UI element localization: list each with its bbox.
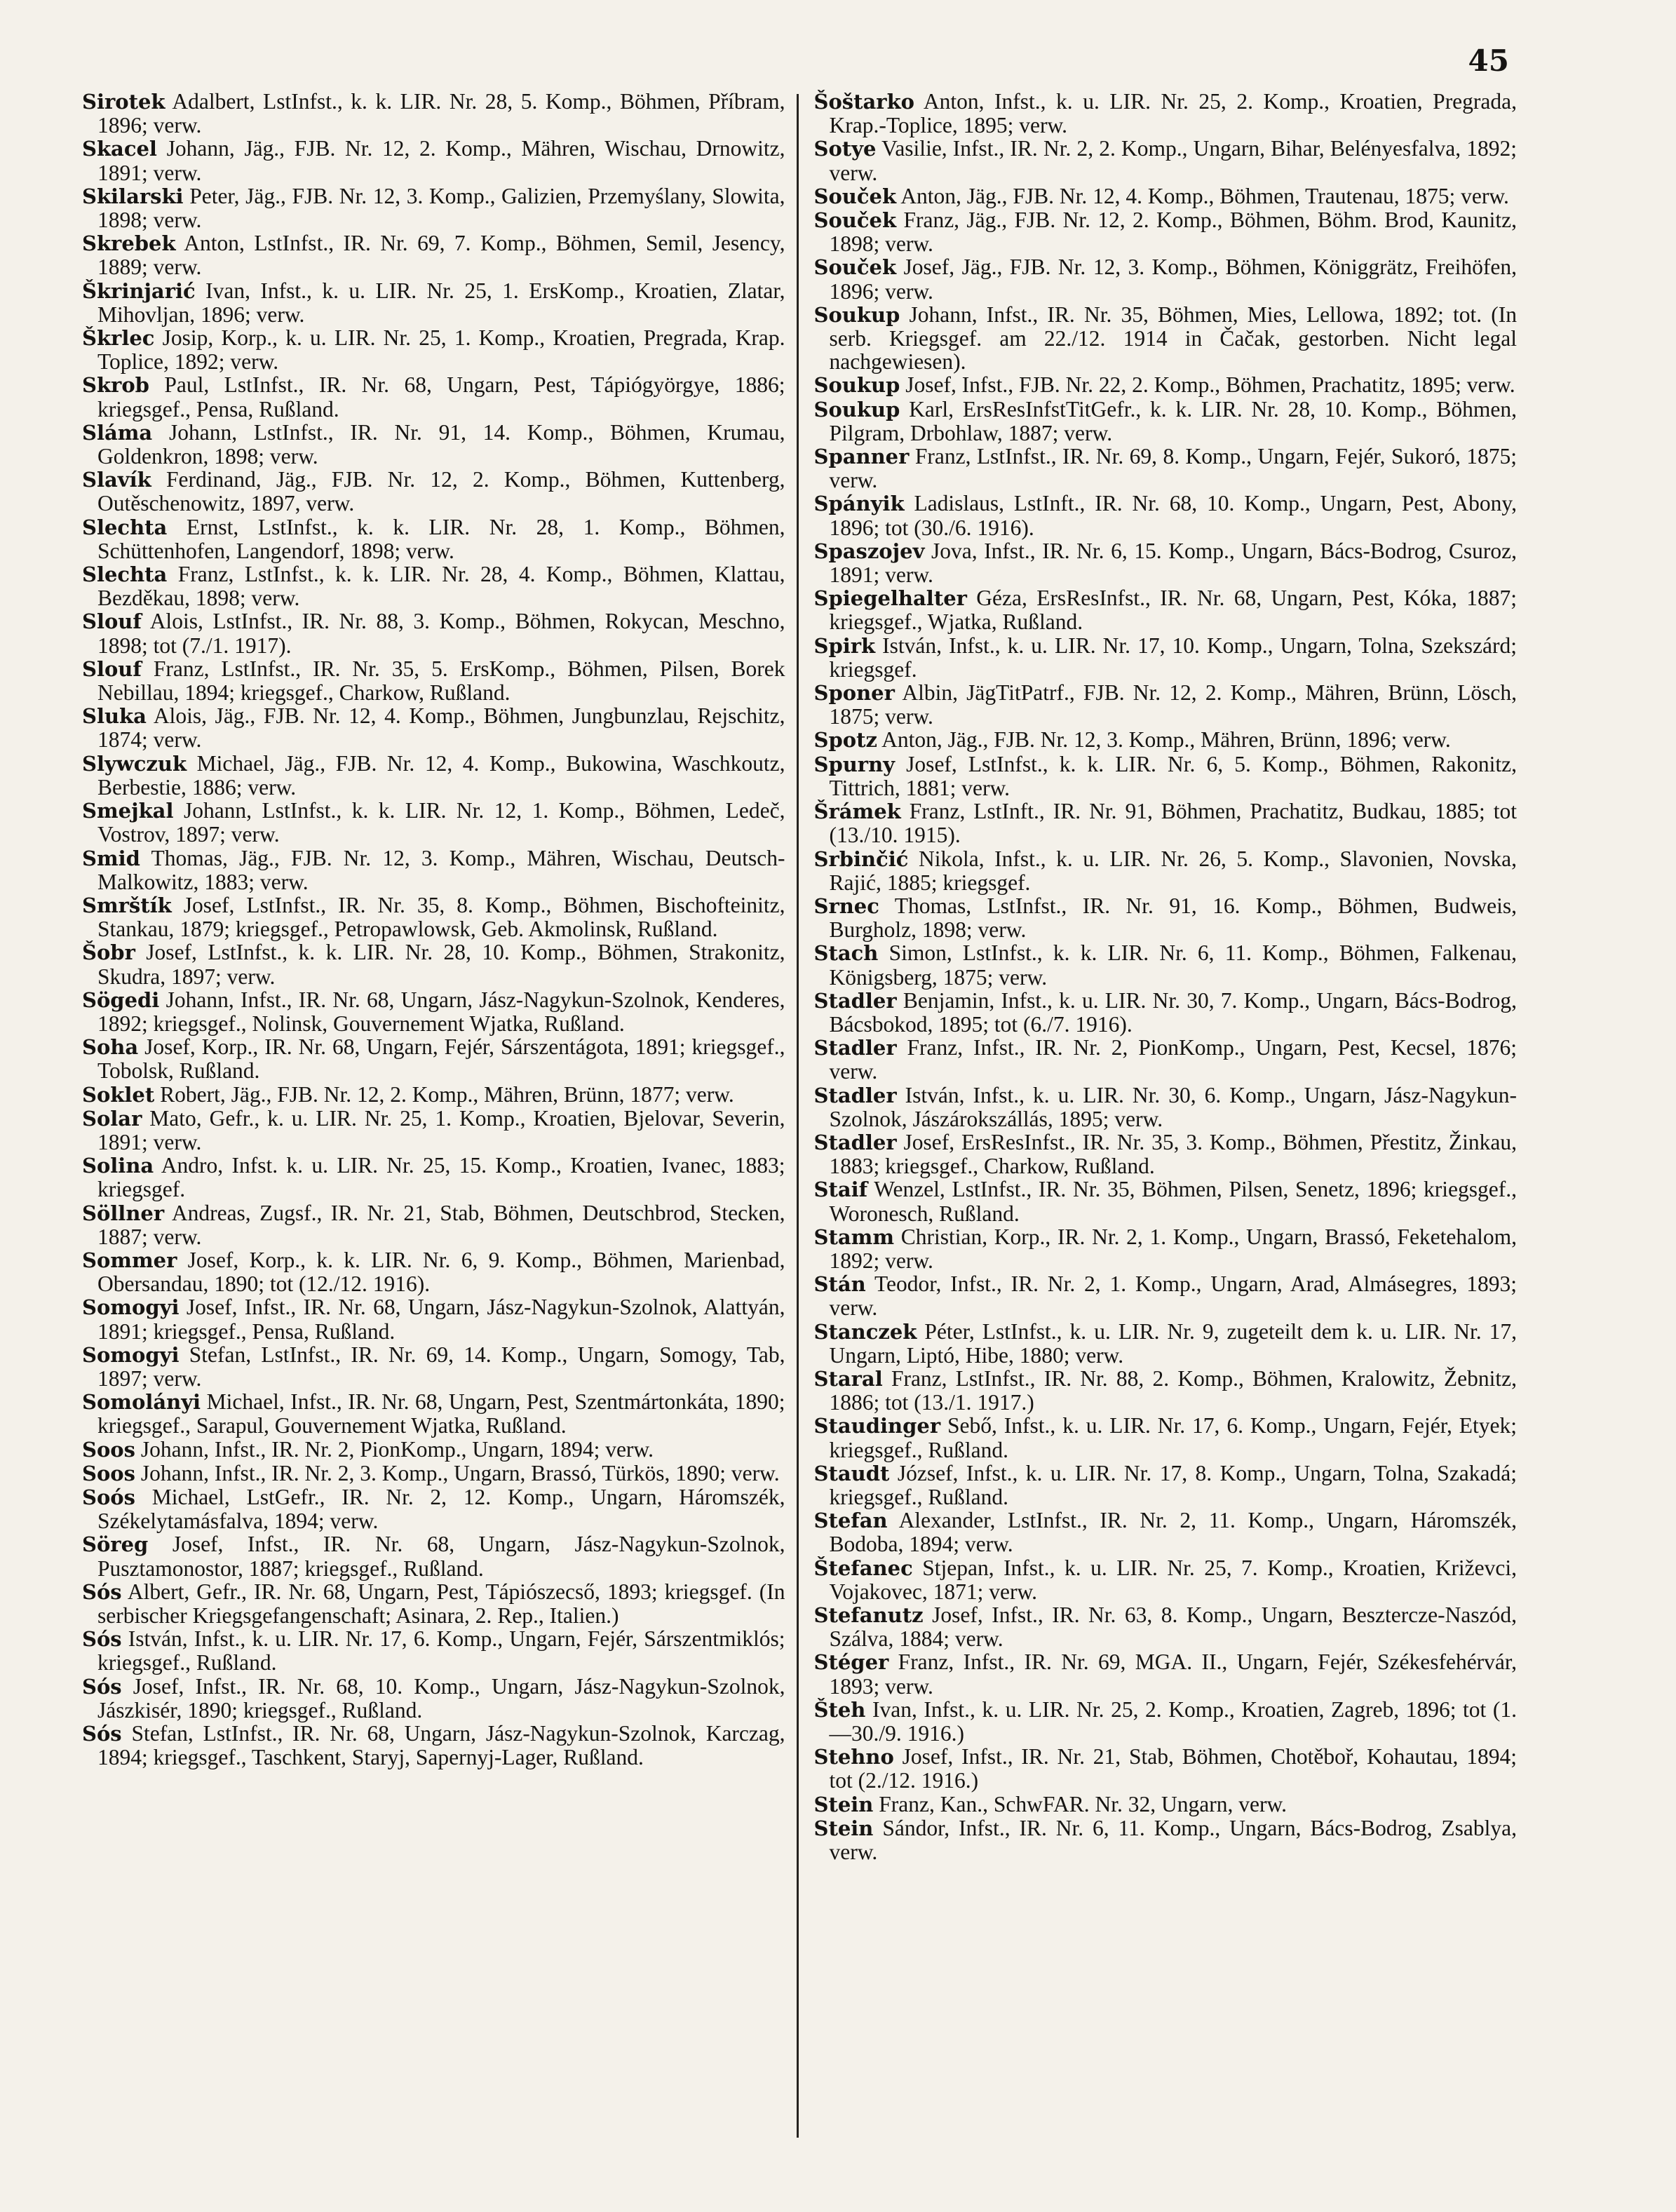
entry-surname: Söllner xyxy=(82,1201,165,1225)
entry-columns xyxy=(82,90,1517,2166)
entry-details: Ladislaus, LstInft., IR. Nr. 68, 10. Komp., Ungarn, Pest, Abony, 1896; tot (30./6. 1916). xyxy=(829,491,1517,540)
list-item xyxy=(814,539,1518,586)
entry-details: Stefan, LstInfst., IR. Nr. 68, Ungarn, Jász-Nagykun-Szolnok, Karczag, 1894; kriegsgef., Taschkent, Staryj, Sapernyj-Lager, Rußland. xyxy=(97,1721,785,1770)
entry-details: Josef, Infst., IR. Nr. 63, 8. Komp., Ungarn, Beszterczе-Naszód, Szálva, 1884; verw. xyxy=(829,1603,1517,1652)
entry-details: Johann, Infst., IR. Nr. 2, PionKomp., Ungarn, 1894; verw. xyxy=(140,1436,654,1462)
entry-surname: Škrinjarić xyxy=(82,278,196,303)
list-item xyxy=(814,1084,1518,1131)
entry-surname: Sós xyxy=(82,1579,122,1604)
entry-details: Robert, Jäg., FJB. Nr. 12, 2. Komp., Mähren, Brünn, 1877; verw. xyxy=(160,1081,734,1107)
entry-details: Josef, LstInfst., k. k. LIR. Nr. 28, 10. Komp., Böhmen, Strakonitz, Skudra, 1897; verw. xyxy=(97,940,785,989)
list-item xyxy=(82,1107,785,1154)
entry-surname: Somogyi xyxy=(82,1295,180,1320)
entry-surname: Slechta xyxy=(82,515,168,539)
entry-details: Anton, Infst., k. u. LIR. Nr. 25, 2. Komp., Kroatien, Pregrada, Krap.-Toplice, 1895; verw. xyxy=(829,90,1517,138)
entry-details: Simon, LstInfst., k. k. LIR. Nr. 6, 11. Komp., Böhmen, Falkenau, Königsberg, 1875; verw. xyxy=(829,940,1517,990)
entry-surname: Sluka xyxy=(82,704,147,729)
entry-details: Sándor, Infst., IR. Nr. 6, 11. Komp., Ungarn, Bács-Bodrog, Zsablya, verw. xyxy=(829,1815,1517,1865)
list-item xyxy=(814,255,1518,302)
list-item xyxy=(814,894,1518,941)
list-item xyxy=(814,1036,1518,1083)
entry-details: Alois, Jäg., FJB. Nr. 12, 4. Komp., Böhmen, Jungbunzlau, Rejschitz, 1874; verw. xyxy=(97,703,785,753)
entry-surname: Stadler xyxy=(813,1130,897,1154)
list-item xyxy=(814,1131,1518,1178)
entry-details: Christian, Korp., IR. Nr. 2, 1. Komp., Ungarn, Brassó, Feketehalom, 1892; verw. xyxy=(829,1224,1517,1273)
entry-details: Franz, Jäg., FJB. Nr. 12, 2. Komp., Böhmen, Böhm. Brod, Kaunitz, 1898; verw. xyxy=(829,208,1517,257)
entry-details: Anton, Jäg., FJB. Nr. 12, 3. Komp., Mähren, Brünn, 1896; verw. xyxy=(881,727,1451,753)
entry-surname: Spurny xyxy=(813,752,896,776)
list-item xyxy=(814,941,1518,988)
list-item xyxy=(82,752,785,799)
list-item xyxy=(82,940,785,987)
entry-surname: Šrámek xyxy=(813,800,901,824)
list-item xyxy=(814,634,1518,681)
list-item xyxy=(814,398,1518,445)
entry-surname: Söreg xyxy=(82,1532,149,1557)
entry-surname: Stein xyxy=(813,1792,874,1816)
entry-details: Mato, Gefr., k. u. LIR. Nr. 25, 1. Komp., Kroatien, Bjelovar, Severin, 1891; verw. xyxy=(97,1105,785,1154)
list-item xyxy=(814,847,1518,894)
entry-surname: Slouf xyxy=(82,609,142,634)
list-item xyxy=(82,1083,785,1107)
entry-details: Josef, ErsResInfst., IR. Nr. 35, 3. Komp., Böhmen, Přestitz, Žinkau, 1883; kriegsgef., Charkow, Rußland. xyxy=(829,1129,1517,1179)
entry-surname: Stéger xyxy=(813,1650,889,1675)
entry-details: Josef, LstInfst., k. k. LIR. Nr. 6, 5. Komp., Böhmen, Rakonitz, Tittrich, 1881; verw. xyxy=(829,751,1517,800)
entry-details: Benjamin, Infst., k. u. LIR. Nr. 30, 7. Komp., Ungarn, Bács-Bodrog, Bácsbokod, 1895; tot (6./7. 1916). xyxy=(829,987,1517,1037)
entry-details: Sebő, Infst., k. u. LIR. Nr. 17, 6. Komp., Ungarn, Fejér, Etyek; kriegsgef., Rußland. xyxy=(829,1413,1517,1462)
entry-surname: Skilarski xyxy=(82,184,184,208)
page-number: 45 xyxy=(1468,43,1509,78)
entry-surname: Sós xyxy=(82,1627,122,1652)
entry-details: István, Infst., k. u. LIR. Nr. 30, 6. Komp., Ungarn, Jász-Nagykun-Szolnok, Jászárokszállás, 1895; verw. xyxy=(829,1082,1517,1131)
list-item xyxy=(82,1485,785,1532)
list-item xyxy=(814,1178,1518,1225)
entry-details: Ernst, LstInfst., k. k. LIR. Nr. 28, 1. Komp., Böhmen, Schüttenhofen, Langendorf, 1898; verw. xyxy=(97,514,785,563)
entry-details: Péter, LstInfst., k. u. LIR. Nr. 9, zugeteilt dem k. u. LIR. Nr. 17, Ungarn, Liptó, Hibe, 1880; verw. xyxy=(829,1319,1517,1368)
entry-details: István, Infst., k. u. LIR. Nr. 17, 6. Komp., Ungarn, Fejér, Sárszentmiklós; kriegsgef., Rußland. xyxy=(97,1626,785,1675)
entry-details: Josef, Korp., IR. Nr. 68, Ungarn, Fejér, Sárszentágota, 1891; kriegsgef., Tobolsk, Rußland. xyxy=(97,1034,785,1084)
entry-details: Josip, Korp., k. u. LIR. Nr. 25, 1. Komp., Kroatien, Pregrada, Krap. Toplice, 1892; verw. xyxy=(97,325,785,375)
entry-surname: Souček xyxy=(813,184,897,208)
entry-details: Teodor, Infst., IR. Nr. 2, 1. Komp., Ungarn, Arad, Almásegres, 1893; verw. xyxy=(829,1272,1517,1321)
list-item xyxy=(814,753,1518,800)
list-item xyxy=(82,1580,785,1627)
entry-details: Josef, Infst., IR. Nr. 21, Stab, Böhmen, Chotěboř, Kohautau, 1894; tot (2./12. 1916.) xyxy=(829,1744,1517,1793)
list-item xyxy=(82,231,785,278)
entry-surname: Sotye xyxy=(813,137,877,161)
entry-details: Franz, LstInft., IR. Nr. 91, Böhmen, Prachatitz, Budkau, 1885; tot (13./10. 1915). xyxy=(829,799,1517,848)
entry-surname: Solar xyxy=(82,1106,142,1131)
entry-surname: Stach xyxy=(813,941,879,966)
entry-surname: Škrlec xyxy=(82,326,155,351)
entry-details: Johann, Jäg., FJB. Nr. 12, 2. Komp., Mähren, Wischau, Drnowitz, 1891; verw. xyxy=(97,136,785,185)
entry-details: Karl, ErsResInfstTitGefr., k. k. LIR. Nr. 28, 10. Komp., Böhmen, Pilgram, Drbohlaw, 1887; verw. xyxy=(829,396,1517,445)
entry-details: Josef, Infst., IR. Nr. 68, 10. Komp., Ungarn, Jász-Nagykun-Szolnok, Jászkisér, 1890; kriegsgef., Rußland. xyxy=(97,1673,785,1722)
entry-details: Johann, Infst., IR. Nr. 2, 3. Komp., Ungarn, Brassó, Türkös, 1890; verw. xyxy=(140,1460,780,1485)
entry-details: Ferdinand, Jäg., FJB. Nr. 12, 2. Komp., Böhmen, Kuttenberg, Outěschenowitz, 1897, verw. xyxy=(97,467,785,516)
entry-surname: Slywczuk xyxy=(82,751,187,776)
list-item xyxy=(814,1650,1518,1697)
list-item xyxy=(814,1745,1518,1792)
entry-details: Franz, Kan., SchwFAR. Nr. 32, Ungarn, verw. xyxy=(879,1791,1288,1816)
entry-details: Jova, Infst., IR. Nr. 6, 15. Komp., Ungarn, Bács-Bodrog, Csuroz, 1891; verw. xyxy=(829,538,1517,588)
list-item xyxy=(82,1248,785,1295)
list-item xyxy=(814,445,1518,492)
entry-surname: Soukup xyxy=(813,302,900,327)
entry-surname: Somolányi xyxy=(82,1390,201,1415)
entry-details: Géza, ErsResInfst., IR. Nr. 68, Ungarn, Pest, Kóka, 1887; kriegsgef., Wjatka, Rußland. xyxy=(829,586,1517,635)
entry-surname: Sommer xyxy=(82,1248,177,1272)
list-item xyxy=(814,208,1518,255)
entry-surname: Stein xyxy=(813,1816,874,1840)
list-item xyxy=(82,1154,785,1201)
entry-details: Andreas, Zugsf., IR. Nr. 21, Stab, Böhmen, Deutschbrod, Stecken, 1887; verw. xyxy=(97,1200,785,1249)
entry-details: Josef, LstInfst., IR. Nr. 35, 8. Komp., Böhmen, Bischofteinitz, Stankau, 1879; kriegsgef., Petropawlowsk, Geb. Akmolinsk, Rußland. xyxy=(97,892,785,942)
entry-surname: Slouf xyxy=(82,656,142,681)
entry-surname: Soós xyxy=(82,1485,135,1509)
list-item xyxy=(82,1722,785,1769)
entry-details: Thomas, Jäg., FJB. Nr. 12, 3. Komp., Mähren, Wischau, Deutsch-Malkowitz, 1883; verw. xyxy=(97,845,785,894)
entry-surname: Slavík xyxy=(82,468,151,492)
entry-surname: Smid xyxy=(82,846,140,870)
entry-surname: Solina xyxy=(82,1154,154,1178)
entry-surname: Spányik xyxy=(813,492,905,516)
entry-surname: Spiegelhalter xyxy=(813,586,967,611)
entry-surname: Staif xyxy=(813,1178,868,1202)
entry-surname: Spotz xyxy=(813,728,877,753)
list-item xyxy=(82,421,785,468)
entry-surname: Srnec xyxy=(813,893,879,918)
list-item xyxy=(814,1603,1518,1650)
list-item xyxy=(82,1035,785,1082)
entry-details: Andro, Infst. k. u. LIR. Nr. 25, 15. Komp., Kroatien, Ivanec, 1883; kriegsgef. xyxy=(97,1153,785,1202)
entry-surname: Stefan xyxy=(813,1509,888,1533)
entry-surname: Soos xyxy=(82,1437,135,1462)
right-column xyxy=(799,90,1518,2166)
list-item xyxy=(82,657,785,704)
entry-surname: Stamm xyxy=(813,1225,894,1249)
entry-surname: Stehno xyxy=(813,1745,894,1769)
entry-surname: Stadler xyxy=(813,1083,897,1107)
list-item xyxy=(82,515,785,562)
entry-surname: Spanner xyxy=(813,445,910,469)
entry-surname: Štefanec xyxy=(813,1556,913,1580)
entry-surname: Skrebek xyxy=(82,231,176,256)
list-item xyxy=(814,800,1518,847)
list-item xyxy=(82,988,785,1035)
list-item xyxy=(82,1201,785,1248)
list-item xyxy=(814,681,1518,728)
entry-surname: Skacel xyxy=(82,137,157,161)
entry-details: Josef, Infst., IR. Nr. 68, Ungarn, Jász-Nagykun-Szolnok, Pusztamonostor, 1887; kriegsgef., Rußland. xyxy=(97,1532,785,1581)
entry-details: Josef, Infst., FJB. Nr. 22, 2. Komp., Böhmen, Prachatitz, 1895; verw. xyxy=(905,372,1515,398)
list-item xyxy=(814,1793,1518,1816)
list-item xyxy=(814,1816,1518,1863)
list-item xyxy=(82,184,785,231)
list-item xyxy=(82,1295,785,1342)
entry-details: Adalbert, LstInfst., k. k. LIR. Nr. 28, 5. Komp., Böhmen, Příbram, 1896; verw. xyxy=(97,90,785,138)
entry-surname: Smejkal xyxy=(82,799,174,823)
left-column xyxy=(82,90,797,2166)
list-item xyxy=(814,728,1518,752)
entry-details: Nikola, Infst., k. u. LIR. Nr. 26, 5. Komp., Slavonien, Novska, Rajić, 1885; kriegsgef. xyxy=(829,846,1517,895)
entry-details: Josef, Korp., k. k. LIR. Nr. 6, 9. Komp., Böhmen, Marienbad, Obersandau, 1890; tot (12./12. 1916). xyxy=(97,1247,785,1297)
list-item xyxy=(814,492,1518,539)
entry-details: Franz, LstInfst., IR. Nr. 35, 5. ErsKomp., Böhmen, Pilsen, Borek Nebillau, 1894; kriegsgef., Charkow, Rußland. xyxy=(97,656,785,706)
entry-surname: Staudt xyxy=(813,1461,890,1485)
entry-surname: Soukup xyxy=(813,373,900,398)
list-item xyxy=(814,1367,1518,1414)
list-item xyxy=(82,137,785,184)
list-item xyxy=(814,303,1518,374)
entry-details: Vasilie, Infst., IR. Nr. 2, 2. Komp., Ungarn, Bihar, Belényesfalva, 1892; verw. xyxy=(829,136,1517,185)
entry-surname: Sláma xyxy=(82,420,153,445)
list-item xyxy=(82,373,785,420)
list-item xyxy=(814,1272,1518,1319)
list-item xyxy=(82,1627,785,1674)
list-item xyxy=(82,1438,785,1462)
entry-details: Ivan, Infst., k. u. LIR. Nr. 25, 2. Komp., Kroatien, Zagreb, 1896; tot (1.—30./9. 1916.) xyxy=(829,1697,1517,1746)
list-item xyxy=(82,1675,785,1722)
entry-surname: Staudinger xyxy=(813,1414,941,1438)
entry-surname: Stadler xyxy=(813,988,897,1013)
entry-surname: Stadler xyxy=(813,1036,897,1060)
list-item xyxy=(82,893,785,940)
entry-surname: Sponer xyxy=(813,681,895,706)
entry-details: Michael, LstGefr., IR. Nr. 2, 12. Komp., Ungarn, Háromszék, Székelytamásfalva, 1894; verw. xyxy=(97,1484,785,1534)
list-item xyxy=(814,1509,1518,1556)
entry-surname: Šobr xyxy=(82,940,135,965)
list-item xyxy=(82,1390,785,1437)
entry-details: Anton, Jäg., FJB. Nr. 12, 4. Komp., Böhmen, Trautenau, 1875; verw. xyxy=(900,183,1509,208)
entry-surname: Sós xyxy=(82,1722,122,1746)
entry-surname: Sós xyxy=(82,1674,122,1699)
list-item xyxy=(82,90,785,137)
entry-surname: Spaszojev xyxy=(813,539,925,563)
list-item xyxy=(82,468,785,515)
entry-surname: Spirk xyxy=(813,633,876,658)
entry-details: Johann, Infst., IR. Nr. 68, Ungarn, Jász-Nagykun-Szolnok, Kenderes, 1892; kriegsgef., Nolinsk, Gouvernement Wjatka, Rußland. xyxy=(97,987,785,1036)
entry-details: Alexander, LstInfst., IR. Nr. 2, 11. Komp., Ungarn, Háromszék, Bodoba, 1894; verw. xyxy=(829,1508,1517,1557)
entry-details: Michael, Jäg., FJB. Nr. 12, 4. Komp., Bukowina, Waschkoutz, Berbestie, 1886; verw. xyxy=(97,750,785,800)
entry-surname: Smrštík xyxy=(82,893,172,917)
entry-details: József, Infst., k. u. LIR. Nr. 17, 8. Komp., Ungarn, Tolna, Szakadá; kriegsgef., Rußland. xyxy=(829,1460,1517,1509)
entry-surname: Souček xyxy=(813,208,897,233)
list-item xyxy=(82,704,785,751)
entry-surname: Sirotek xyxy=(82,90,165,114)
entry-surname: Stán xyxy=(813,1272,866,1297)
list-item xyxy=(814,1462,1518,1509)
entry-surname: Staral xyxy=(813,1366,883,1391)
list-item xyxy=(814,1556,1518,1603)
entry-surname: Šteh xyxy=(813,1697,866,1722)
entry-details: Franz, LstInfst., k. k. LIR. Nr. 28, 4. Komp., Böhmen, Klattau, Bezděkau, 1898; verw. xyxy=(97,562,785,611)
list-item xyxy=(82,279,785,326)
list-item xyxy=(814,586,1518,633)
entry-details: Paul, LstInfst., IR. Nr. 68, Ungarn, Pest, Tápiógyörgye, 1886; kriegsgef., Pensa, Rußland. xyxy=(97,372,785,422)
list-item xyxy=(814,1698,1518,1745)
entry-details: Wenzel, LstInfst., IR. Nr. 35, Böhmen, Pilsen, Senetz, 1896; kriegsgef., Woronesch, Rußland. xyxy=(829,1177,1517,1226)
list-item xyxy=(814,184,1518,208)
list-item xyxy=(82,847,785,893)
entry-details: Ivan, Infst., k. u. LIR. Nr. 25, 1. ErsKomp., Kroatien, Zlatar, Mihovljan, 1896; verw. xyxy=(97,278,785,327)
list-item xyxy=(82,562,785,609)
entry-details: Franz, LstInfst., IR. Nr. 88, 2. Komp., Böhmen, Kralowitz, Žebnitz, 1886; tot (13./1. 1917.) xyxy=(829,1365,1517,1415)
entry-surname: Stanczek xyxy=(813,1319,917,1344)
list-item xyxy=(814,1225,1518,1272)
entry-surname: Soklet xyxy=(82,1082,155,1107)
entry-details: Michael, Infst., IR. Nr. 68, Ungarn, Pest, Szentmártonkáta, 1890; kriegsgef., Sarapul, Gouvernement Wjatka, Rußland. xyxy=(97,1389,785,1438)
list-item xyxy=(814,1320,1518,1367)
entry-surname: Skrob xyxy=(82,373,149,398)
entry-details: Franz, LstInfst., IR. Nr. 69, 8. Komp., Ungarn, Fejér, Sukoró, 1875; verw. xyxy=(829,444,1517,493)
entry-details: Stjepan, Infst., k. u. LIR. Nr. 25, 7. Komp., Kroatien, Križevci, Vojakovec, 1871; verw. xyxy=(829,1555,1517,1604)
entry-surname: Soha xyxy=(82,1035,139,1060)
entry-details: Josef, Jäg., FJB. Nr. 12, 3. Komp., Böhmen, Königgrätz, Freihöfen, 1896; verw. xyxy=(829,255,1517,304)
entry-surname: Somogyi xyxy=(82,1342,180,1367)
entry-details: Josef, Infst., IR. Nr. 68, Ungarn, Jász-Nagykun-Szolnok, Alattyán, 1891; kriegsgef., Pensa, Rußland. xyxy=(97,1295,785,1344)
list-item xyxy=(82,1462,785,1485)
entry-surname: Stefanutz xyxy=(813,1603,924,1627)
entry-details: Johann, LstInfst., k. k. LIR. Nr. 12, 1. Komp., Böhmen, Ledeč, Vostrov, 1897; verw. xyxy=(97,798,785,847)
entry-surname: Souček xyxy=(813,255,897,280)
list-item xyxy=(814,90,1518,137)
list-item xyxy=(82,1343,785,1390)
entry-details: Albert, Gefr., IR. Nr. 68, Ungarn, Pest, Tápiószecső, 1893; kriegsgef. (In serbischer Kriegsgefangenschaft; Asinara, 2. Rep., Italien.) xyxy=(97,1579,785,1628)
entry-surname: Soos xyxy=(82,1461,135,1485)
list-item xyxy=(814,989,1518,1036)
entry-surname: Šoštarko xyxy=(813,90,915,114)
entry-details: Franz, Infst., IR. Nr. 69, MGA. II., Ungarn, Fejér, Székesfehérvár, 1893; verw. xyxy=(829,1650,1517,1699)
list-item xyxy=(82,799,785,846)
entry-surname: Slechta xyxy=(82,562,168,587)
entry-surname: Soukup xyxy=(813,397,900,422)
list-item xyxy=(82,326,785,373)
entry-details: Alois, LstInfst., IR. Nr. 88, 3. Komp., Böhmen, Rokycan, Meschno, 1898; tot (7./1. 1917). xyxy=(97,609,785,658)
entry-surname: Srbinčić xyxy=(813,847,909,871)
list-item xyxy=(82,609,785,656)
entry-details: Johann, Infst., IR. Nr. 35, Böhmen, Mies, Lellowa, 1892; tot. (In serb. Kriegsgef. am 22./12. 1914 in Čačak, gestorben. Nicht legal nachgewiesen). xyxy=(829,302,1517,375)
entry-details: Franz, Infst., IR. Nr. 2, PionKomp., Ungarn, Pest, Kecsel, 1876; verw. xyxy=(829,1035,1517,1084)
entry-details: Peter, Jäg., FJB. Nr. 12, 3. Komp., Galizien, Przemyślany, Slowita, 1898; verw. xyxy=(97,183,785,233)
entry-details: Johann, LstInfst., IR. Nr. 91, 14. Komp., Böhmen, Krumau, Goldenkron, 1898; verw. xyxy=(97,419,785,469)
entry-details: Stefan, LstInfst., IR. Nr. 69, 14. Komp., Ungarn, Somogy, Tab, 1897; verw. xyxy=(97,1342,785,1391)
list-item xyxy=(814,373,1518,397)
entry-details: Albin, JägTitPatrf., FJB. Nr. 12, 2. Komp., Mähren, Brünn, Lösch, 1875; verw. xyxy=(829,680,1517,729)
entry-surname: Sögedi xyxy=(82,987,160,1012)
list-item xyxy=(814,1414,1518,1461)
list-item xyxy=(814,137,1518,184)
entry-details: Thomas, LstInfst., IR. Nr. 91, 16. Komp., Böhmen, Budweis, Burgholz, 1898; verw. xyxy=(829,893,1517,943)
list-item xyxy=(82,1532,785,1579)
entry-details: István, Infst., k. u. LIR. Nr. 17, 10. Komp., Ungarn, Tolna, Szekszárd; kriegsgef. xyxy=(829,633,1517,682)
entry-details: Anton, LstInfst., IR. Nr. 69, 7. Komp., Böhmen, Semil, Jesency, 1889; verw. xyxy=(97,231,785,280)
